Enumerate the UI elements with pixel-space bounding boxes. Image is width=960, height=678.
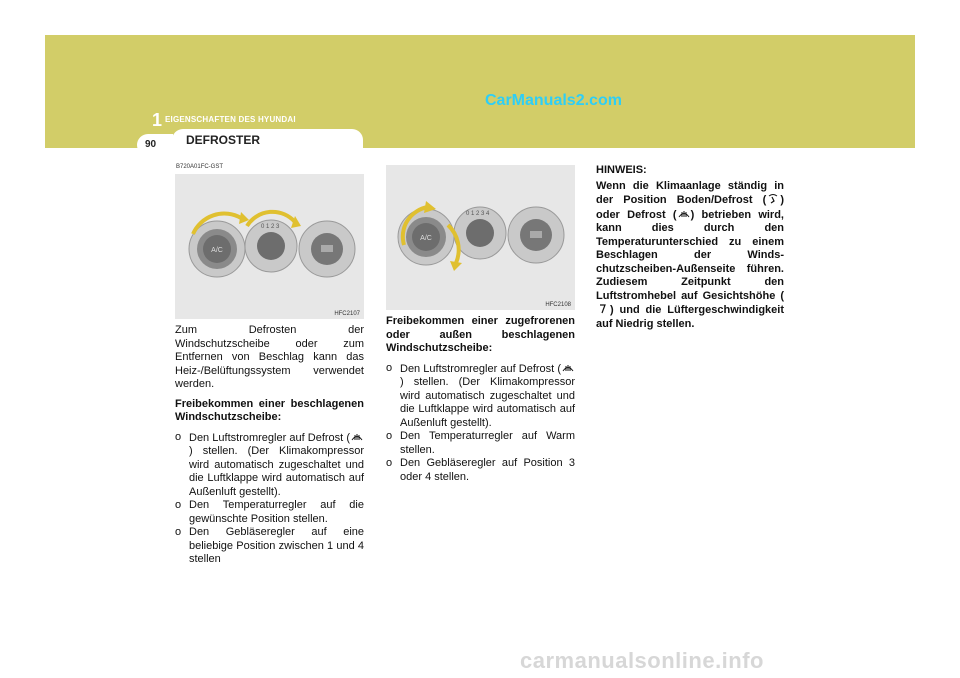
site-link[interactable]: CarManuals2.com: [485, 92, 622, 109]
left-step-list: [175, 431, 364, 567]
defrost-icon: [561, 362, 575, 374]
page-number: 90: [145, 139, 157, 150]
climate-control-panel-right-image: [386, 165, 575, 310]
figure-caption-left: HFC2107: [334, 311, 360, 317]
svg-text:A/C: A/C: [420, 235, 432, 242]
watermark: carmanualsonline.info: [520, 648, 764, 673]
section-title: DEFROSTER: [186, 133, 261, 147]
note-title: HINWEIS:: [596, 164, 647, 176]
floor-defrost-icon: [766, 193, 780, 205]
list-item: o Den Temperaturregler auf die gewünschte Position stellen.: [175, 499, 364, 525]
middle-column-text: [386, 315, 575, 484]
climate-control-photo-right: [386, 165, 575, 310]
list-item: o Den Luftstromregler auf Defrost () stellen. (Der Klimakompressor wird automatisch zugeschaltet und die Luftklappe wird automatisch auf Außenluft gestellt).: [175, 430, 364, 498]
defrost-icon: [350, 431, 364, 443]
left-column-text: [175, 324, 364, 567]
left-heading: Freibekommen einer beschlagenen Windschutzscheibe:: [175, 397, 364, 423]
svg-text:0 1 2 3 4: 0 1 2 3 4: [466, 211, 490, 217]
list-item: o Den Gebläseregler auf Position 3 oder 4 stellen.: [386, 457, 575, 483]
list-item: o Den Gebläseregler auf eine beliebige Position zwischen 1 und 4 stellen: [175, 526, 364, 565]
intro-paragraph: Zum Defrosten der Windschutzscheibe oder zum Entfernen von Beschlag kann das Heiz-/Belüftungssystem verwendet werden.: [175, 324, 364, 390]
defrost-icon: [677, 208, 691, 220]
climate-control-photo-left: [175, 174, 364, 319]
note-block: HINWEIS: Wenn die Klimaanlage ständig in der Position Boden/Defrost ( ) oder Defrost ( ) betrieben wird, kann dies durch den Temperaturunterschied zu einem Beschlagen der Winds-chutzscheiben-Außenseite führen. Zudiesem Zeitpunkt den Luftstromhebel auf Gesichtshöhe () und die Lüftergeschwindigkeit auf Niedrig stellen.: [596, 164, 784, 330]
list-item: o Den Temperaturregler auf Warm stellen.: [386, 430, 575, 456]
reference-code: B720A01FC-GST: [176, 164, 224, 170]
chapter-number: 1: [152, 110, 163, 130]
list-item: o Den Luftstromregler auf Defrost () stellen. (Der Klimakompressor wird automatisch zugeschaltet und die Luftklappe wird automatisch auf Außenluft gestellt).: [386, 361, 575, 429]
svg-text:0 1 2 3: 0 1 2 3: [261, 224, 280, 230]
chapter-title: EIGENSCHAFTEN DES HYUNDAI: [165, 115, 296, 124]
climate-control-panel-left-image: [175, 174, 364, 319]
face-vent-icon: [596, 303, 610, 315]
figure-caption-right: HFC2108: [545, 302, 571, 308]
svg-text:A/C: A/C: [211, 247, 223, 254]
middle-step-list: [386, 362, 575, 485]
middle-heading: Freibekommen einer zugefrorenen oder außen beschlagenen Windschutzscheibe:: [386, 315, 575, 354]
